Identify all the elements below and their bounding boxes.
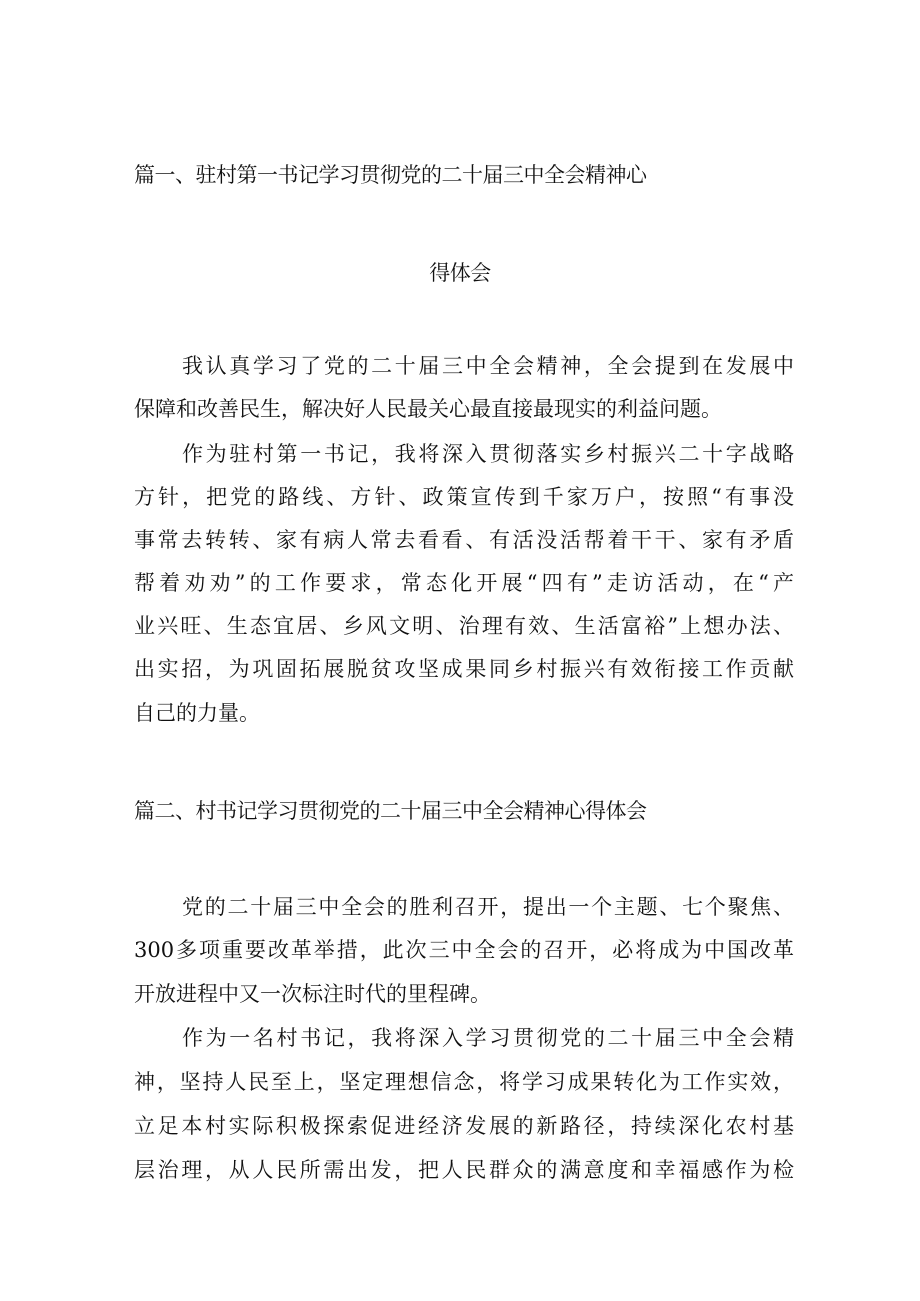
section2-paragraph2-line: 作为一名村书记，我将深入学习贯彻党的二十届三中全会精: [182, 1026, 794, 1050]
section1-paragraph2-line: 帮着劝劝”的工作要求，常态化开展“四有”走访活动，在“产: [134, 571, 794, 595]
section1-paragraph2-line: 自己的力量。: [134, 701, 260, 725]
section1-paragraph1-line: 保障和改善民生，解决好人民最关心最直接最现实的利益问题。: [134, 397, 722, 421]
section2-paragraph2-line: 层治理，从人民所需出发，把人民群众的满意度和幸福感作为检: [134, 1158, 794, 1182]
section2-paragraph1-line: 党的二十届三中全会的胜利召开，提出一个主题、七个聚焦、: [182, 895, 794, 919]
section1-title-line1: 篇一、驻村第一书记学习贯彻党的二十届三中全会精神心: [134, 163, 647, 187]
section1-paragraph2-line: 事常去转转、家有病人常去看看、有活没活帮着干干、家有矛盾: [134, 528, 794, 552]
section2-title: 篇二、村书记学习贯彻党的二十届三中全会精神心得体会: [134, 799, 647, 823]
section1-paragraph2-line: 方针，把党的路线、方针、政策宣传到千家万户，按照“有事没: [134, 485, 794, 509]
section1-paragraph1-line: 我认真学习了党的二十届三中全会精神，全会提到在发展中: [182, 354, 794, 378]
section2-paragraph2-line: 立足本村实际积极探索促进经济发展的新路径，持续深化农村基: [134, 1114, 794, 1138]
section1-paragraph2-line: 业兴旺、生态宜居、乡风文明、治理有效、生活富裕”上想办法、: [134, 614, 794, 638]
section1-title-line2: 得体会: [429, 261, 491, 285]
section2-paragraph1-line: 开放进程中又一次标注时代的里程碑。: [134, 982, 491, 1006]
section2-paragraph2-line: 神，坚持人民至上，坚定理想信念，将学习成果转化为工作实效，: [134, 1070, 794, 1094]
section1-paragraph2-line: 作为驻村第一书记，我将深入贯彻落实乡村振兴二十字战略: [182, 442, 794, 466]
section1-paragraph2-line: 出实招，为巩固拓展脱贫攻坚成果同乡村振兴有效衔接工作贡献: [134, 657, 794, 681]
section2-paragraph1-line: 300多项重要改革举措，此次三中全会的召开，必将成为中国改革: [134, 938, 794, 962]
